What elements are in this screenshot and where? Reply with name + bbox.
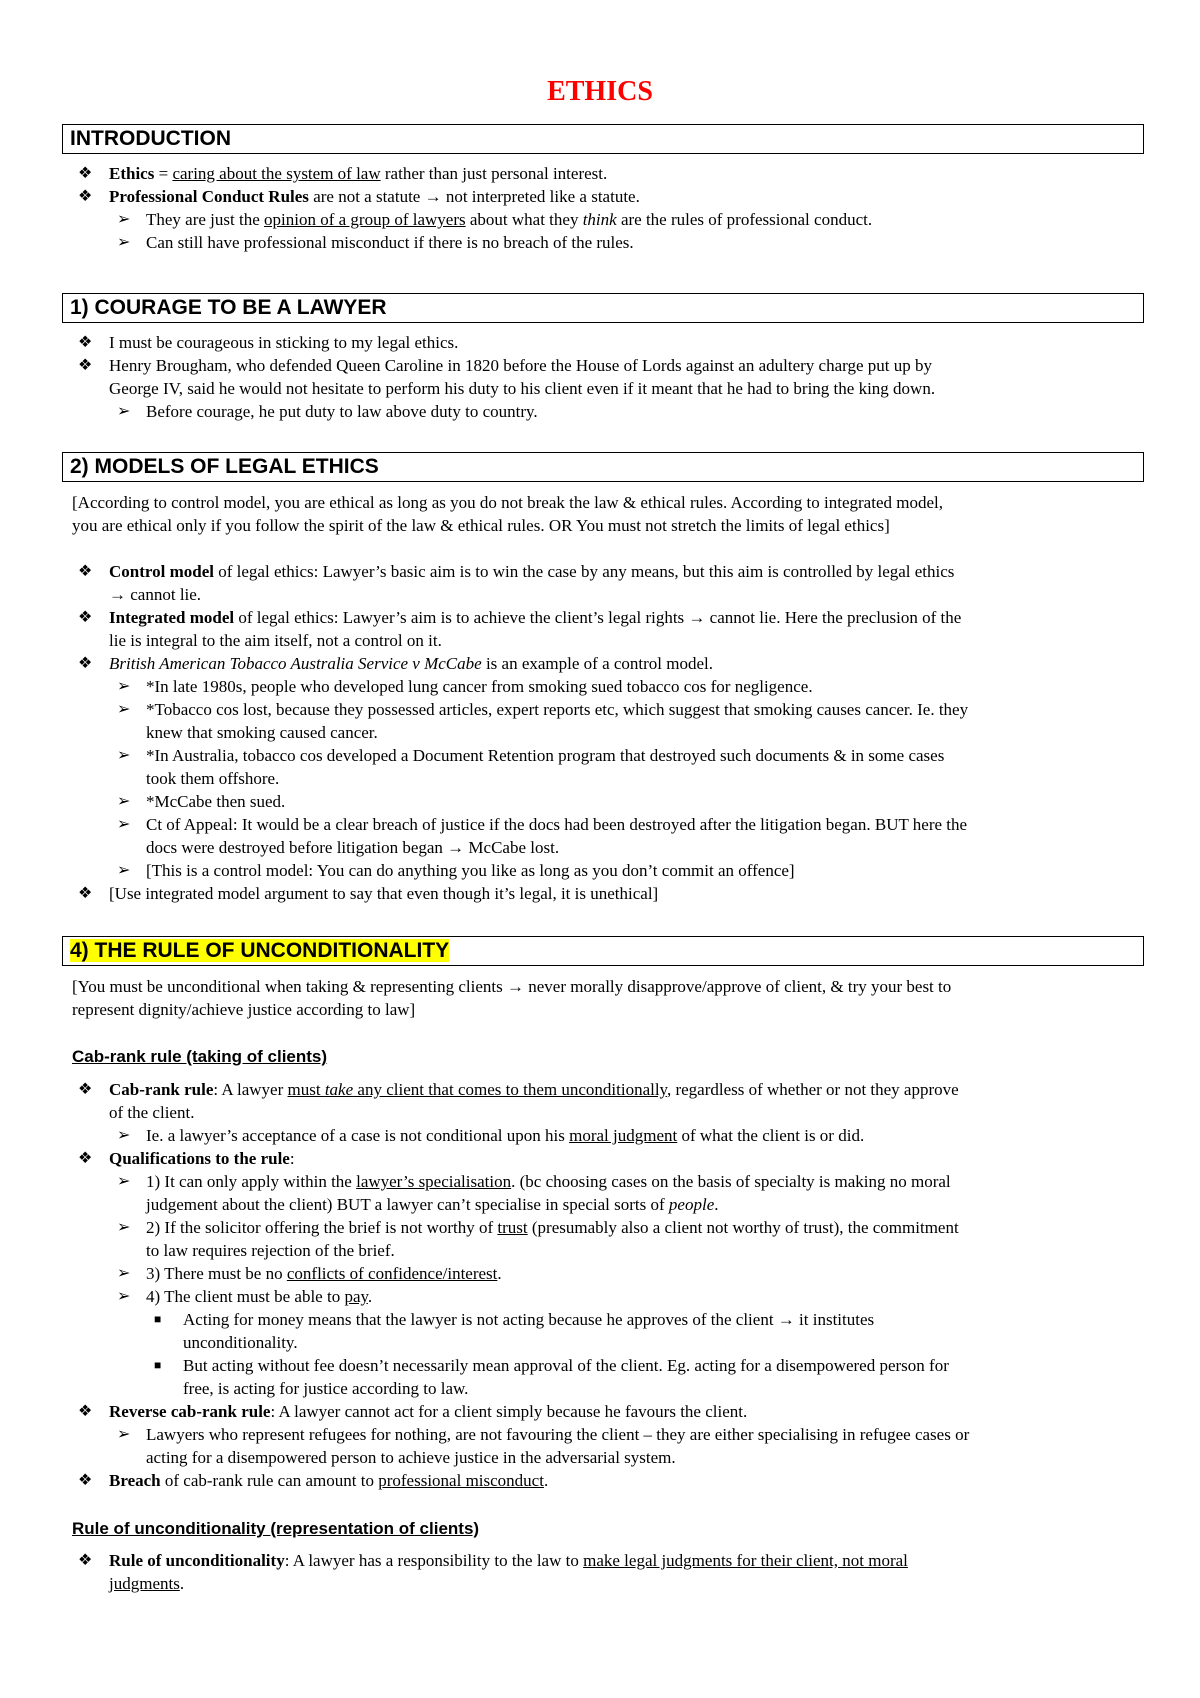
reverse-cab-rank-point-line-2: acting for a disempowered person to achieve justice in the adversarial system.: [146, 1448, 676, 1467]
qualification-4: 4) The client must be able to pay.: [146, 1287, 373, 1306]
models-control-line-1: Control model of legal ethics: Lawyer’s basic aim is to win the case by any means, but this aim is controlled by legal ethics: [109, 562, 955, 581]
square-bullet-icon: ■: [154, 1312, 162, 1326]
mccabe-point-2-line-1: *Tobacco cos lost, because they possessed articles, expert reports etc, which suggest that smoking causes cancer. Ie. they: [146, 700, 969, 719]
qualifications-heading: Qualifications to the rule:: [109, 1149, 295, 1168]
arrowhead-bullet-icon: ➢: [117, 793, 131, 810]
models-intro-line-1: [According to control model, you are ethical as long as you do not break the law & ethical rules. According to integrated model,: [72, 493, 943, 512]
mccabe-point-3-line-2: took them offshore.: [146, 769, 280, 788]
models-case-mccabe: British American Tobacco Australia Service v McCabe is an example of a control model.: [109, 654, 714, 673]
mccabe-point-6: [This is a control model: You can do anything you like as long as you don’t commit an offence]: [146, 861, 795, 880]
rule-of-unconditionality-line-1: Rule of unconditionality: A lawyer has a responsibility to the law to make legal judgments for their client, not moral: [109, 1551, 908, 1570]
diamond-four-bullet-icon: ❖: [78, 1150, 93, 1167]
diamond-four-bullet-icon: ❖: [78, 334, 93, 351]
qualification-1-line-1: 1) It can only apply within the lawyer’s specialisation. (bc choosing cases on the basis of specialty is making no moral: [146, 1172, 951, 1191]
diamond-four-bullet-icon: ❖: [78, 1472, 93, 1489]
intro-misconduct-note: Can still have professional misconduct if there is no breach of the rules.: [146, 233, 634, 252]
cab-rank-definition-line-2: of the client.: [109, 1103, 195, 1122]
breach-of-cab-rank-rule: Breach of cab-rank rule can amount to professional misconduct.: [109, 1471, 549, 1490]
diamond-four-bullet-icon: ❖: [78, 1552, 93, 1569]
section-heading-models: 2) MODELS OF LEGAL ETHICS: [62, 452, 1144, 482]
models-integrated-line-2: lie is integral to the aim itself, not a control on it.: [109, 631, 442, 650]
arrowhead-bullet-icon: ➢: [117, 403, 131, 420]
courage-statement: I must be courageous in sticking to my legal ethics.: [109, 333, 459, 352]
mccabe-point-5-line-2: docs were destroyed before litigation began → McCabe lost.: [146, 838, 560, 857]
models-control-line-2: → cannot lie.: [109, 585, 202, 604]
qualification-2-line-2: to law requires rejection of the brief.: [146, 1241, 395, 1260]
mccabe-point-1: *In late 1980s, people who developed lung cancer from smoking sued tobacco cos for negligence.: [146, 677, 813, 696]
models-integrated-argument: [Use integrated model argument to say that even though it’s legal, it is unethical]: [109, 884, 659, 903]
diamond-four-bullet-icon: ❖: [78, 1081, 93, 1098]
qualification-1-line-2: judgement about the client) BUT a lawyer can’t specialise in special sorts of people.: [146, 1195, 719, 1214]
uncond-intro-line-1: [You must be unconditional when taking & representing clients → never morally disapprove/approve of client, & try your best to: [72, 977, 952, 996]
courage-duty-note: Before courage, he put duty to law above duty to country.: [146, 402, 538, 421]
qualification-4-point-2-line-2: free, is acting for justice according to law.: [183, 1379, 469, 1398]
section-heading-unconditionality: 4) THE RULE OF UNCONDITIONALITY: [62, 936, 1144, 966]
cab-rank-definition-line-1: Cab-rank rule: A lawyer must take any client that comes to them unconditionally, regardless of whether or not they approve: [109, 1080, 959, 1099]
mccabe-point-4: *McCabe then sued.: [146, 792, 286, 811]
subheading-cab-rank-rule: Cab-rank rule (taking of clients): [72, 1047, 328, 1066]
arrowhead-bullet-icon: ➢: [117, 234, 131, 251]
arrowhead-bullet-icon: ➢: [117, 747, 131, 764]
qualification-2-line-1: 2) If the solicitor offering the brief is not worthy of trust (presumably also a client not worthy of trust), the commitment: [146, 1218, 959, 1237]
intro-opinion-of-lawyers: They are just the opinion of a group of lawyers about what they think are the rules of professional conduct.: [146, 210, 873, 229]
diamond-four-bullet-icon: ❖: [78, 357, 93, 374]
uncond-intro-line-2: represent dignity/achieve justice according to law]: [72, 1000, 416, 1019]
qualification-3: 3) There must be no conflicts of confidence/interest.: [146, 1264, 502, 1283]
diamond-four-bullet-icon: ❖: [78, 885, 93, 902]
arrowhead-bullet-icon: ➢: [117, 1173, 131, 1190]
arrowhead-bullet-icon: ➢: [117, 816, 131, 833]
arrowhead-bullet-icon: ➢: [117, 1219, 131, 1236]
arrowhead-bullet-icon: ➢: [117, 1265, 131, 1282]
arrowhead-bullet-icon: ➢: [117, 211, 131, 228]
diamond-four-bullet-icon: ❖: [78, 188, 93, 205]
models-integrated-line-1: Integrated model of legal ethics: Lawyer’s aim is to achieve the client’s legal rights → cannot lie. Here the preclusion of the: [109, 608, 962, 627]
diamond-four-bullet-icon: ❖: [78, 165, 93, 182]
section-heading-courage: 1) COURAGE TO BE A LAWYER: [62, 293, 1144, 323]
mccabe-point-2-line-2: knew that smoking caused cancer.: [146, 723, 378, 742]
arrowhead-bullet-icon: ➢: [117, 678, 131, 695]
subheading-rule-of-unconditionality: Rule of unconditionality (representation of clients): [72, 1519, 480, 1538]
diamond-four-bullet-icon: ❖: [78, 1403, 93, 1420]
arrowhead-bullet-icon: ➢: [117, 862, 131, 879]
arrowhead-bullet-icon: ➢: [117, 1127, 131, 1144]
courage-brougham-line-2: George IV, said he would not hesitate to perform his duty to his client even if it meant that he had to bring the king down.: [109, 379, 936, 398]
qualification-4-point-1-line-2: unconditionality.: [183, 1333, 298, 1352]
reverse-cab-rank-rule: Reverse cab-rank rule: A lawyer cannot act for a client simply because he favours the client.: [109, 1402, 748, 1421]
arrowhead-bullet-icon: ➢: [117, 1288, 131, 1305]
arrowhead-bullet-icon: ➢: [117, 1426, 131, 1443]
document-title: ETHICS: [547, 76, 653, 107]
rule-of-unconditionality-line-2: judgments.: [109, 1574, 185, 1593]
intro-conduct-rules: Professional Conduct Rules are not a statute → not interpreted like a statute.: [109, 187, 640, 206]
mccabe-point-3-line-1: *In Australia, tobacco cos developed a Document Retention program that destroyed such documents & in some cases: [146, 746, 945, 765]
courage-brougham-line-1: Henry Brougham, who defended Queen Caroline in 1820 before the House of Lords against an adultery charge put up by: [109, 356, 933, 375]
mccabe-point-5-line-1: Ct of Appeal: It would be a clear breach of justice if the docs had been destroyed after the litigation began. BUT here the: [146, 815, 968, 834]
cab-rank-moral-judgment: Ie. a lawyer’s acceptance of a case is not conditional upon his moral judgment of what the client is or did.: [146, 1126, 865, 1145]
diamond-four-bullet-icon: ❖: [78, 655, 93, 672]
qualification-4-point-2-line-1: But acting without fee doesn’t necessarily mean approval of the client. Eg. acting for a disempowered person for: [183, 1356, 949, 1375]
diamond-four-bullet-icon: ❖: [78, 563, 93, 580]
section-heading-introduction: INTRODUCTION: [62, 124, 1144, 154]
qualification-4-point-1-line-1: Acting for money means that the lawyer is not acting because he approves of the client → it institutes: [183, 1310, 875, 1329]
intro-ethics-definition: Ethics = caring about the system of law rather than just personal interest.: [109, 164, 608, 183]
reverse-cab-rank-point-line-1: Lawyers who represent refugees for nothing, are not favouring the client – they are either specialising in refugee cases or: [146, 1425, 970, 1444]
models-intro-line-2: you are ethical only if you follow the spirit of the law & ethical rules. OR You must not stretch the limits of legal ethics]: [72, 516, 890, 535]
arrowhead-bullet-icon: ➢: [117, 701, 131, 718]
diamond-four-bullet-icon: ❖: [78, 609, 93, 626]
square-bullet-icon: ■: [154, 1358, 162, 1372]
